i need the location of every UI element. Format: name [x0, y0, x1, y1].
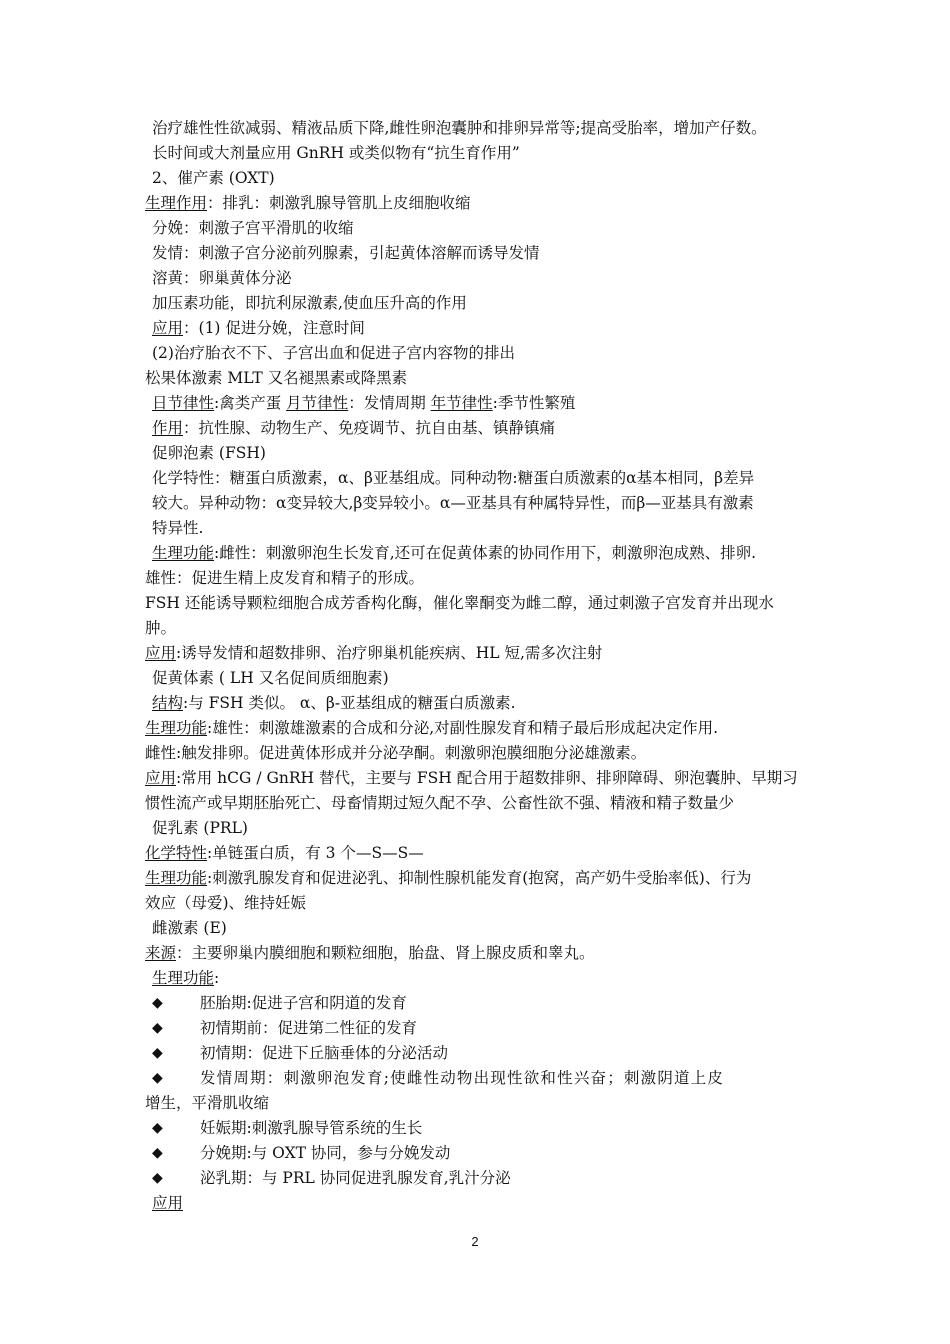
label-underlined: 月节律性 [286, 394, 349, 412]
text-line: FSH 还能诱导颗粒细胞合成芳香构化酶，催化睾酮变为雌二醇，通过刺激子宫发育并出现水 [145, 594, 774, 612]
text-span: :常用 hCG / GnRH 替代，主要与 FSH 配合用于超数排卵、排卵障碍、卵泡囊肿、早期习 [176, 769, 798, 787]
text-line [145, 718, 718, 738]
diamond-bullet-icon: ◆ [152, 995, 163, 1011]
label-underlined: 生理功能 [145, 869, 208, 887]
text-line: 分娩：刺激子宫平滑肌的收缩 [152, 219, 354, 237]
label-underlined: 来源 [145, 944, 177, 962]
label-underlined: 生理功能 [145, 719, 208, 737]
diamond-bullet-icon: ◆ [152, 1045, 163, 1061]
text-line: 化学特性：糖蛋白质激素，α、β亚基组成。同种动物:糖蛋白质激素的α基本相同，β差异 [152, 469, 755, 487]
text-span: :雌性：刺激卵泡生长发育,还可在促黄体素的协同作用下，刺激卵泡成熟、排卵. [214, 544, 757, 562]
heading-mlt: 松果体激素 MLT 又名褪黑素或降黑素 [145, 369, 408, 387]
heading-oxt: 2、催产素 (OXT) [152, 169, 275, 187]
text-line [145, 868, 751, 888]
text-line [152, 693, 516, 713]
list-item: 初情期前：促进第二性征的发育 [200, 1019, 418, 1037]
heading-lh: 促黄体素 ( LH 又名促间质细胞素) [152, 669, 389, 687]
text-line: 加压素功能，即抗利尿激素,使血压升高的作用 [152, 294, 467, 312]
text-span: :单链蛋白质，有 3 个—S—S— [207, 844, 424, 862]
text-line: 效应（母爱)、维持妊娠 [145, 894, 307, 912]
text-line [152, 543, 756, 563]
text-span: :刺激乳腺发育和促进泌乳、抑制性腺机能发育(抱窝，高产奶牛受胎率低)、行为 [207, 869, 752, 887]
text-line: 肿。 [145, 619, 177, 637]
text-span: ：发情周期 [348, 394, 431, 412]
list-item-continuation: 增生，平滑肌收缩 [145, 1094, 270, 1112]
label-underlined: 应用 [145, 644, 177, 662]
text-line [145, 943, 595, 963]
text-span: : [214, 969, 220, 987]
text-line [145, 643, 602, 663]
label-underlined: 生理功能 [152, 544, 215, 562]
text-line: (2)治疗胎衣不下、子宫出血和促进子宫内容物的排出 [152, 344, 515, 362]
text-span: :与 FSH 类似。 α、β-亚基组成的糖蛋白质激素. [183, 694, 516, 712]
heading-prl: 促乳素 (PRL) [152, 819, 248, 837]
text-line: 溶黄：卵巢黄体分泌 [152, 269, 292, 287]
diamond-bullet-icon: ◆ [152, 1070, 163, 1086]
heading-fsh: 促卵泡素 (FSH) [152, 444, 266, 462]
list-item: 胚胎期:促进子宫和阴道的发育 [200, 994, 407, 1012]
label-underlined: 结构 [152, 694, 184, 712]
text-line [152, 968, 219, 988]
label-underlined: 应用 [152, 319, 184, 337]
text-line [145, 768, 798, 788]
text-line [152, 318, 365, 338]
label-underlined: 化学特性 [145, 844, 208, 862]
diamond-bullet-icon: ◆ [152, 1170, 163, 1186]
list-item: 初情期：促进下丘脑垂体的分泌活动 [200, 1044, 449, 1062]
diamond-bullet-icon: ◆ [152, 1120, 163, 1136]
text-span: ：(1) 促进分娩，注意时间 [183, 319, 365, 337]
text-span: :禽类产蛋 [214, 394, 287, 412]
label-underlined: 应用 [152, 1194, 184, 1212]
text-line: 惯性流产或早期胚胎死亡、母畜情期过短久配不孕、公畜性欲不强、精液和精子数量少 [145, 794, 735, 812]
text-line: 特异性. [152, 519, 204, 537]
heading-estrogen: 雌激素 (E) [152, 919, 227, 937]
text-span: ：排乳：刺激乳腺导管肌上皮细胞收缩 [207, 194, 471, 212]
list-item: 发情周期：刺激卵泡发育;使雌性动物出现性欲和性兴奋；刺激阴道上皮 [200, 1069, 725, 1087]
text-line [145, 843, 424, 863]
text-line [152, 418, 555, 438]
text-span: :雄性：刺激雄激素的合成和分泌,对副性腺发育和精子最后形成起决定作用. [207, 719, 719, 737]
label-underlined: 日节律性 [152, 394, 215, 412]
text-span: ：抗性腺、动物生产、免疫调节、抗自由基、镇静镇痛 [183, 419, 556, 437]
text-line [145, 193, 471, 213]
text-line: 较大。异种动物：α变异较大,β变异较小。α—亚基具有种属特异性，而β—亚基具有激素 [152, 494, 754, 512]
text-line [152, 1193, 183, 1213]
text-line [152, 393, 575, 413]
text-line: 长时间或大剂量应用 GnRH 或类似物有“抗生育作用” [152, 144, 520, 162]
text-line: 治疗雄性性欲减弱、精液品质下降,雌性卵泡囊肿和排卵异常等;提高受胎率，增加产仔数。 [152, 119, 767, 137]
list-item: 泌乳期：与 PRL 协同促进乳腺发育,乳汁分泌 [200, 1169, 511, 1187]
label-underlined: 生理作用 [145, 194, 208, 212]
text-span: ：主要卵巢内膜细胞和颗粒细胞，胎盘、肾上腺皮质和睾丸。 [176, 944, 595, 962]
text-line: 雄性：促进生精上皮发育和精子的形成。 [145, 569, 425, 587]
label-underlined: 作用 [152, 419, 184, 437]
label-underlined: 生理功能 [152, 969, 215, 987]
text-line: 发情：刺激子宫分泌前列腺素，引起黄体溶解而诱导发情 [152, 244, 540, 262]
diamond-bullet-icon: ◆ [152, 1145, 163, 1161]
diamond-bullet-icon: ◆ [152, 1020, 163, 1036]
label-underlined: 应用 [145, 769, 177, 787]
label-underlined: 年节律性 [430, 394, 493, 412]
list-item: 妊娠期:刺激乳腺导管系统的生长 [200, 1119, 423, 1137]
text-span: :诱导发情和超数排卵、治疗卵巢机能疾病、HL 短,需多次注射 [176, 644, 603, 662]
page-number: 2 [471, 1234, 479, 1249]
text-span: :季节性繁殖 [492, 394, 576, 412]
text-line: 雌性:触发排卵。促进黄体形成并分泌孕酮。刺激卵泡膜细胞分泌雄激素。 [145, 744, 647, 762]
list-item: 分娩期:与 OXT 协同，参与分娩发动 [200, 1144, 451, 1162]
